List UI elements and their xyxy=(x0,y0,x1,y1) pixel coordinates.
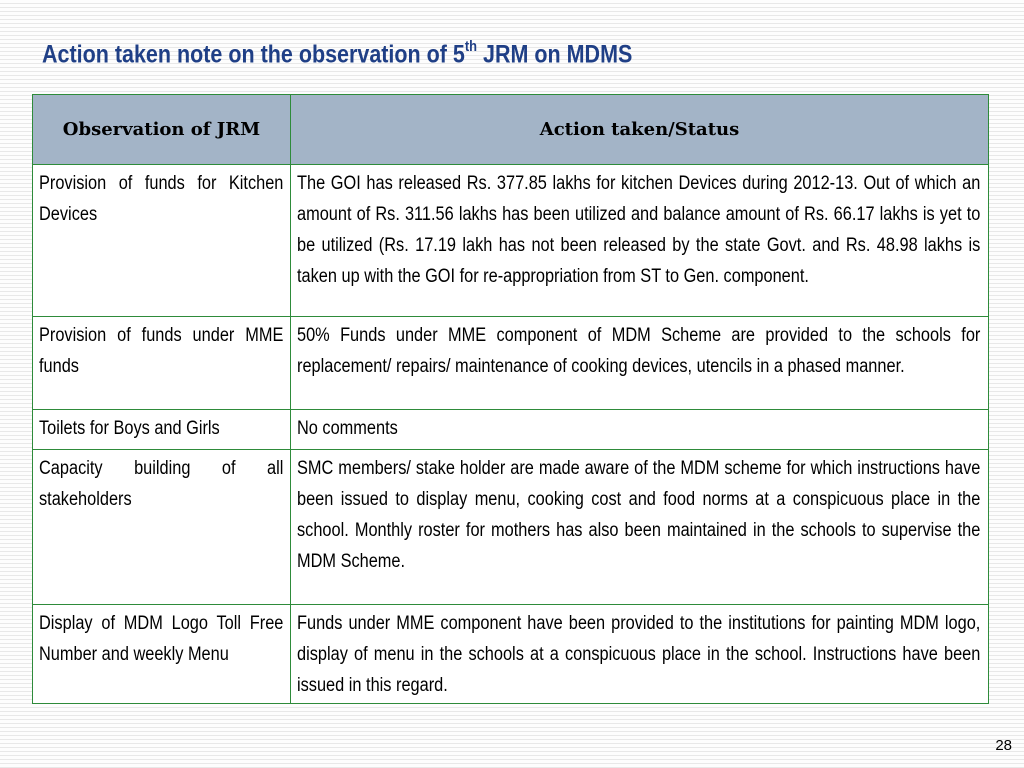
observation-cell xyxy=(33,165,291,317)
slide-title xyxy=(42,40,632,69)
observation-cell xyxy=(33,317,291,410)
action-cell xyxy=(291,165,989,317)
observation-cell xyxy=(33,605,291,704)
observation-text: Toilets for Boys and Girls xyxy=(39,418,220,439)
observation-text: Provision of funds for Kitchen Devices xyxy=(39,173,284,225)
action-taken-table xyxy=(32,94,989,704)
action-text: 50% Funds under MME component of MDM Scheme are provided to the schools for replacement/ repairs/ maintenance of cooking devices, utencils in a phased manner. xyxy=(297,325,981,377)
action-text: The GOI has released Rs. 377.85 lakhs for kitchen Devices during 2012-13. Out of which an amount of Rs. 311.56 lakhs has been utilized and balance amount of Rs. 66.17 lakhs is yet to be utilized (Rs. 17.19 lakh has not been released by the state Govt. and Rs. 48.98 lakhs is taken up with the GOI for re-appropriation from ST to Gen. component. xyxy=(297,173,981,287)
action-cell xyxy=(291,450,989,605)
observation-cell xyxy=(33,450,291,605)
table-row xyxy=(33,605,989,704)
slide-title-superscript: th xyxy=(464,38,478,55)
observation-text: Provision of funds under MME funds xyxy=(39,325,284,377)
slide-title-main: Action taken note on the observation of 5 xyxy=(42,40,465,69)
action-text: Funds under MME component have been provided to the institutions for painting MDM logo, display of menu in the schools at a conspicuous place in the school. Instructions have been issued in this regard. xyxy=(297,613,981,696)
header-observation: Observation of JRM xyxy=(33,95,291,165)
observation-text: Display of MDM Logo Toll Free Number and weekly Menu xyxy=(39,613,284,665)
observation-cell xyxy=(33,410,291,450)
action-cell xyxy=(291,317,989,410)
action-cell xyxy=(291,605,989,704)
table-row xyxy=(33,317,989,410)
page-number: 28 xyxy=(995,737,1012,754)
observation-text: Capacity building of all stakeholders xyxy=(39,458,284,510)
table-header-row xyxy=(33,95,989,165)
table-row xyxy=(33,450,989,605)
header-action-status: Action taken/Status xyxy=(291,95,989,165)
action-text: SMC members/ stake holder are made aware of the MDM scheme for which instructions have been issued to display menu, cooking cost and food norms at a conspicuous place in the school. Monthly roster for mothers has also been maintained in the schools to supervise the MDM Scheme. xyxy=(297,458,981,572)
table-row xyxy=(33,410,989,450)
action-cell xyxy=(291,410,989,450)
action-text: No comments xyxy=(297,418,398,439)
table-row xyxy=(33,165,989,317)
slide-title-end: JRM on MDMS xyxy=(477,40,633,69)
